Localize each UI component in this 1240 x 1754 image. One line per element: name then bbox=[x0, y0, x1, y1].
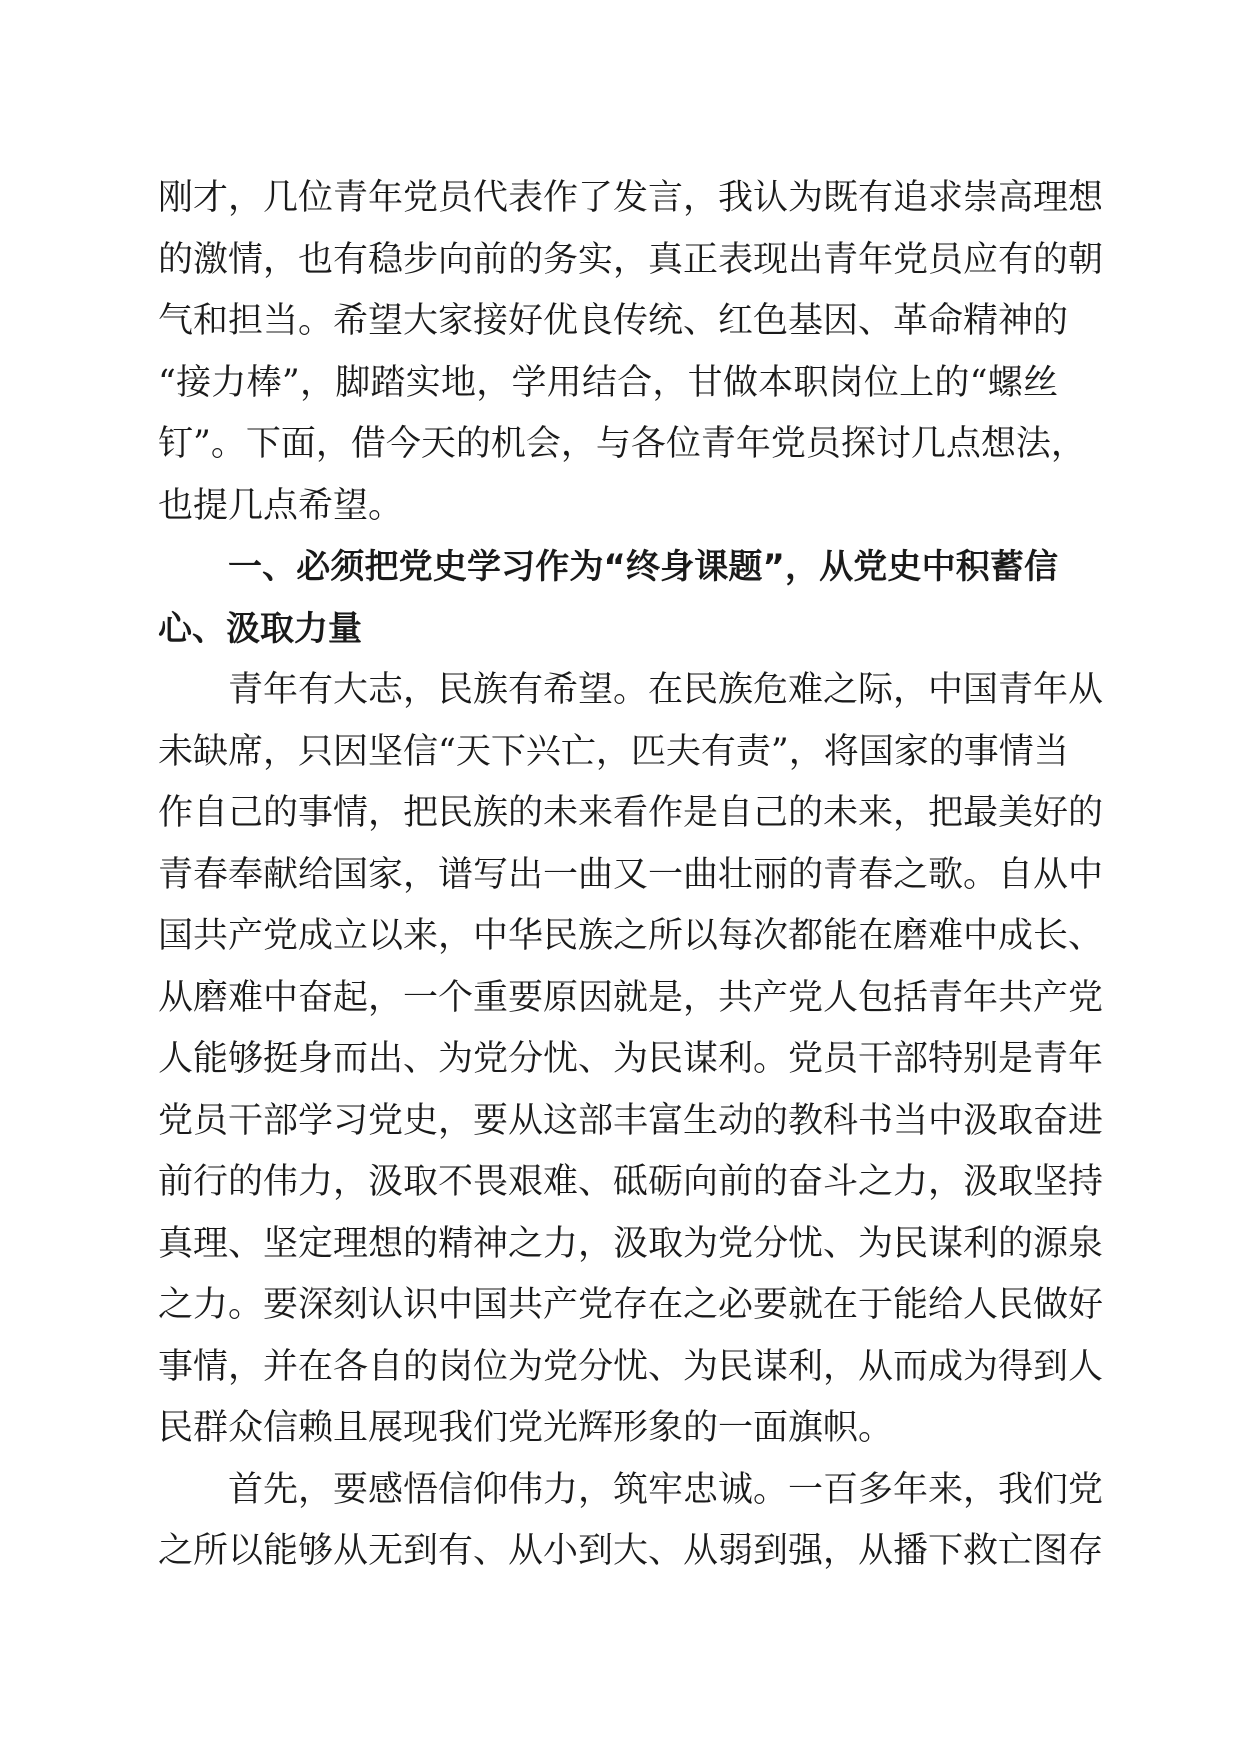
text-line: 之力。要深刻认识中国共产党存在之必要就在于能给人民做好 bbox=[158, 1285, 1104, 1325]
text-line: 心、汲取力量 bbox=[158, 608, 362, 649]
text-line: 党员干部学习党史，要从这部丰富生动的教科书当中汲取奋进 bbox=[158, 1100, 1104, 1141]
text-line: 作自己的事情，把民族的未来看作是自己的未来，把最美好的 bbox=[158, 793, 1104, 833]
text-line: 国共产党成立以来，中华民族之所以每次都能在磨难中成长、 bbox=[158, 916, 1104, 956]
text-line: 气和担当。希望大家接好优良传统、红色基因、革命精神的 bbox=[158, 301, 1069, 341]
text-line: 青春奉献给国家，谱写出一曲又一曲壮丽的青春之歌。自从中 bbox=[158, 854, 1104, 895]
text-line: 首先，要感悟信仰伟力，筑牢忠诚。一百多年来，我们党 bbox=[228, 1469, 1104, 1510]
text-line: 真理、坚定理想的精神之力，汲取为党分忧、为民谋利的源泉 bbox=[158, 1223, 1104, 1264]
text-line: “接力棒”，脚踏实地，学用结合，甘做本职岗位上的“螺丝 bbox=[158, 362, 1058, 403]
text-line: 事情，并在各自的岗位为党分忧、为民谋利，从而成为得到人 bbox=[158, 1346, 1104, 1387]
text-line: 钉”。下面，借今天的机会，与各位青年党员探讨几点想法， bbox=[158, 424, 1086, 464]
document-body bbox=[158, 168, 1104, 1583]
text-line: 青年有大志，民族有希望。在民族危难之际，中国青年从 bbox=[228, 670, 1104, 710]
text-line: 人能够挺身而出、为党分忧、为民谋利。党员干部特别是青年 bbox=[158, 1039, 1104, 1079]
text-line: 从磨难中奋起，一个重要原因就是，共产党人包括青年共产党 bbox=[158, 977, 1104, 1018]
body-paragraph bbox=[158, 660, 1104, 1460]
section-heading bbox=[158, 537, 1058, 660]
text-line: 未缺席，只因坚信“天下兴亡，匹夫有责”，将国家的事情当 bbox=[158, 731, 1069, 772]
body-paragraph bbox=[158, 1460, 1104, 1583]
text-line: 民群众信赖且展现我们党光辉形象的一面旗帜。 bbox=[158, 1408, 894, 1448]
text-line: 的激情，也有稳步向前的务实，真正表现出青年党员应有的朝 bbox=[158, 239, 1104, 280]
text-line: 也提几点希望。 bbox=[158, 485, 404, 526]
text-line: 刚才，几位青年党员代表作了发言，我认为既有追求崇高理想 bbox=[158, 178, 1104, 218]
text-line: 一、必须把党史学习作为“终身课题”，从党史中积蓄信 bbox=[228, 547, 1058, 587]
text-line: 之所以能够从无到有、从小到大、从弱到强，从播下救亡图存 bbox=[158, 1531, 1104, 1571]
text-line: 前行的伟力，汲取不畏艰难、砥砺向前的奋斗之力，汲取坚持 bbox=[158, 1162, 1104, 1202]
body-paragraph bbox=[158, 168, 1104, 537]
